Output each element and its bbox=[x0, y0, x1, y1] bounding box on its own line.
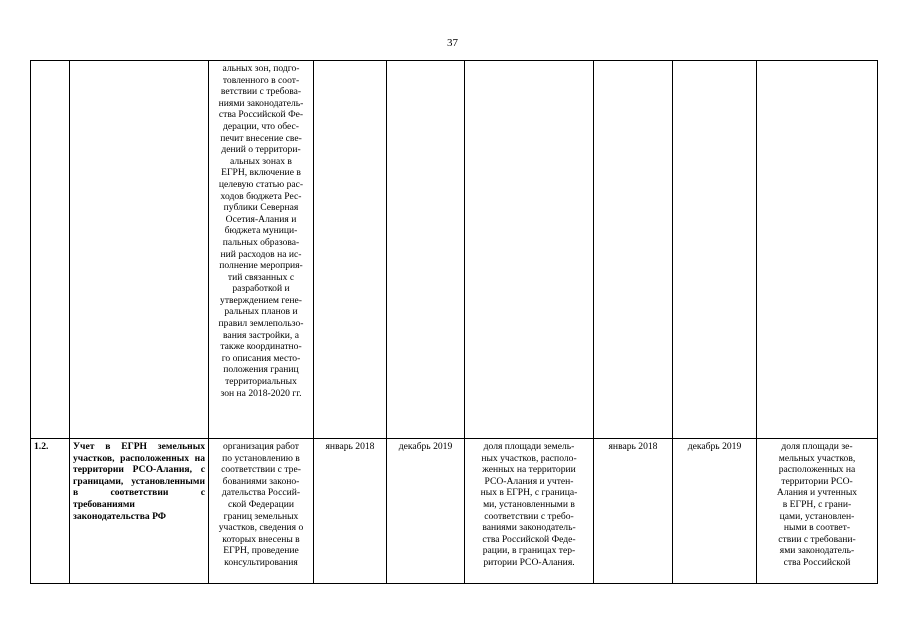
cell-actions: организация работ по установлению в соответствии с тре- бованиями законо- дательства Россий- ской Федерации границ земельных участков, сведения о которых внесены в ЕГРН, проведение консультирования bbox=[209, 439, 314, 584]
cell-number bbox=[31, 61, 70, 439]
measures-table bbox=[30, 60, 878, 584]
cell-indicator bbox=[465, 61, 594, 439]
page-number: 37 bbox=[447, 37, 458, 49]
cell-indicator-2: доля площади зе- мельных участков, расположенных на территории РСО- Алания и учтенных в ЕГРН, с грани- цами, установлен- ными в соответ- ствии с требовани- ями законодатель- ства Российской bbox=[757, 439, 878, 584]
cell-task: Учет в ЕГРН земельных участков, расположенных на территории РСО-Алания, с границами, установленными в соответствии с требованиями законодательства РФ bbox=[70, 439, 209, 584]
cell-start-date bbox=[314, 61, 387, 439]
cell-number: 1.2. bbox=[31, 439, 70, 584]
cell-end-date-2: декабрь 2019 bbox=[673, 439, 757, 584]
cell-indicator: доля площади земель- ных участков, располо- женных на территории РСО-Алания и учтен- ных в ЕГРН, с граница- ми, установленными в соответствии с требо- ваниями законодатель- ства Российской Феде- рации, в границах тер- ритории РСО-Алания. bbox=[465, 439, 594, 584]
cell-actions: альных зон, подго- товленного в соот- ветствии с требова- ниями законодатель- ства Российской Фе- дерации, что обес- печит внесение све- дений о территори- альных зонах в ЕГРН, включение в целевую статью рас- ходов бюджета Рес- публики Северная Осетия-Алания и бюджета муници- пальных образова- ний расходов на ис- полнение мероприя- тий связанных с разработкой и утверждением гене- ральных планов и правил землепользо- вания застройки, а также координатно- го описания место- положения границ территориальных зон на 2018-2020 гг. bbox=[209, 61, 314, 439]
cell-start-date-2 bbox=[594, 61, 673, 439]
cell-indicator-2 bbox=[757, 61, 878, 439]
cell-start-date-2: январь 2018 bbox=[594, 439, 673, 584]
cell-end-date bbox=[387, 61, 465, 439]
cell-start-date: январь 2018 bbox=[314, 439, 387, 584]
cell-end-date: декабрь 2019 bbox=[387, 439, 465, 584]
table-row bbox=[31, 61, 878, 439]
table-row bbox=[31, 439, 878, 584]
cell-end-date-2 bbox=[673, 61, 757, 439]
cell-task bbox=[70, 61, 209, 439]
